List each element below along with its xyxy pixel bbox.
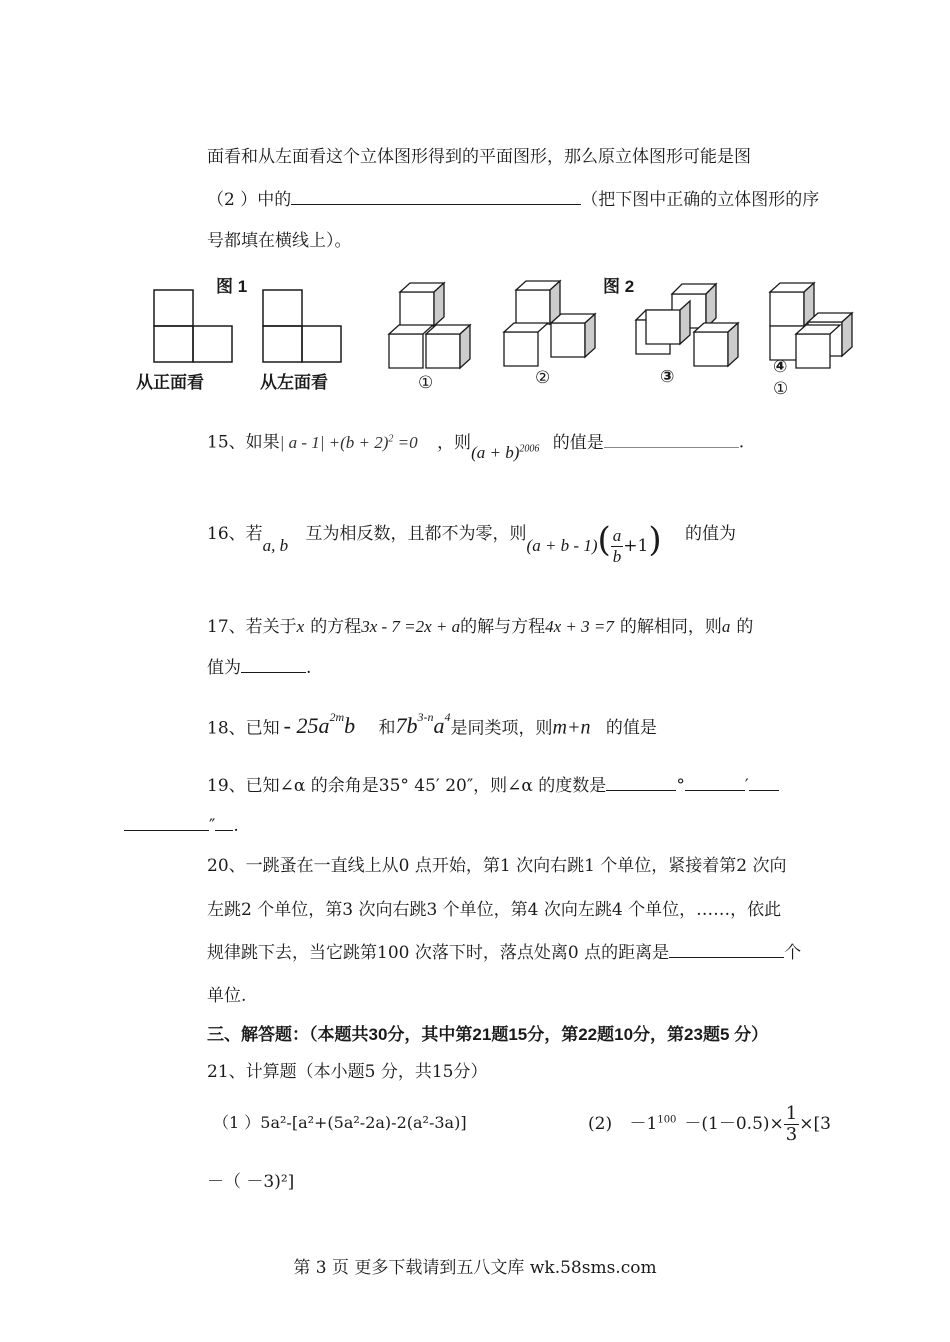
q17-t1: 的方程 (310, 617, 362, 637)
solid-3 (636, 284, 738, 366)
q21-p2-num: 1 (785, 1103, 798, 1124)
answer-blank-19-min[interactable] (685, 776, 745, 791)
q16-fraction (611, 526, 624, 567)
q17-t3: 的解相同，则 (619, 617, 722, 637)
solid-number-4: ④ (773, 357, 788, 376)
q16-frac-num: a (612, 526, 622, 545)
q15-mid: ，则 (437, 432, 472, 453)
q16-paren-close: ) (648, 520, 662, 560)
q18-and: 和 (378, 718, 396, 739)
answer-blank-19-sec[interactable] (124, 816, 209, 831)
q17-x: x (296, 617, 305, 636)
q15-eq: | a - 1| +(b + 2) (279, 432, 389, 452)
answer-blank-17[interactable] (241, 658, 306, 673)
question-21-title: 21、计算题（本小题5 分，共15分） (207, 1062, 488, 1082)
q18-term2 (395, 710, 451, 739)
q18-term1 (283, 710, 356, 739)
question-18 (207, 710, 657, 739)
q17-eq2: 4x + 3 =7 (545, 617, 614, 636)
q21-p2-fraction (784, 1104, 799, 1145)
fig2-label: 图 2 (603, 277, 635, 296)
question-20-line4: 单位. (207, 986, 247, 1006)
q18-pre: 18、已知 (207, 718, 280, 739)
answer-blank-19-sec2[interactable] (215, 816, 233, 831)
solid-number-4b: ① (773, 379, 789, 399)
q17-t4: 的 (736, 617, 754, 637)
solid-2 (504, 281, 595, 366)
q17-l2: 值为 (207, 658, 241, 678)
q21-p2-label: (2) (588, 1114, 613, 1134)
q15-pre: 15、如果 (207, 432, 280, 453)
q15-equation (280, 433, 418, 452)
q16-plus1: +1 (623, 536, 649, 556)
question-21-part1 (213, 1112, 467, 1134)
fig1-label: 图 1 (216, 277, 248, 296)
q15-expr-exp: 2006 (519, 443, 540, 454)
q18-term1-b: b (344, 713, 356, 739)
q16-expr: (a + b - 1) (526, 536, 598, 555)
q16-paren-open: ( (597, 520, 611, 560)
solid-number-1: ① (418, 373, 434, 393)
question-16 (207, 514, 736, 570)
text-line-3: 号都填在横线上）。 (207, 231, 352, 251)
q20-l3-post: 个 (784, 943, 802, 963)
q21-p2-den: 3 (785, 1124, 798, 1145)
line2-pre: （2 ）中的 (207, 190, 292, 210)
q20-l3-pre: 规律跳下去，当它跳第100 次落下时，落点处离0 点的距离是 (207, 943, 670, 963)
q17-a: a (721, 617, 731, 636)
question-17-line2 (207, 657, 311, 679)
q17-pre: 17、若关于 (207, 617, 297, 637)
line2-post: （把下图中正确的立体图形的序 (581, 190, 820, 210)
q18-mn: m+n (552, 716, 591, 739)
text-line-1: 面看和从左面看这个立体图形得到的平面图形，那么原立体图形可能是图 (207, 147, 751, 167)
answer-blank-15[interactable] (604, 433, 739, 448)
answer-blank-20[interactable] (669, 943, 784, 958)
question-17-line1 (207, 616, 753, 638)
question-20-line1: 20、一跳蚤在一直线上从0 点开始，第1 次向右跳1 个单位，紧接着第2 次向 (207, 856, 787, 876)
q18-term2-aexp: 4 (444, 710, 451, 724)
q16-frac-den: b (612, 547, 622, 566)
question-21-part2-line2: －（ －3)²] (207, 1172, 295, 1192)
q19-sec: ″ (209, 816, 216, 836)
q17-end: . (306, 658, 312, 678)
q15-end: . (738, 432, 745, 453)
solid-1 (389, 283, 470, 368)
q18-post: 的值是 (605, 718, 657, 739)
q16-post: 的值为 (685, 524, 737, 544)
left-view-shape (263, 290, 341, 362)
q17-t2: 的解与方程 (460, 617, 546, 637)
q15-eq-tail: =0 (393, 432, 418, 452)
q18-term1-exp: 2m (329, 710, 345, 724)
text-line-2 (207, 189, 819, 211)
question-20-line3 (207, 942, 801, 964)
solid-number-2: ② (535, 368, 551, 388)
q15-post: 的值是 (552, 432, 604, 453)
q21-p1-expr: 5a²-[a²+(5a²-2a)-2(a²-3a)] (260, 1113, 467, 1132)
question-19-line2 (124, 815, 239, 837)
front-view-shape (154, 290, 232, 362)
q18-term1-base: - 25a (283, 713, 330, 739)
question-20-line2: 左跳2 个单位，第3 次向右跳3 个单位，第4 次向左跳4 个单位，……，依此 (207, 900, 782, 920)
q16-vars: a, b (262, 536, 289, 555)
front-view-label: 从正面看 (136, 373, 204, 392)
q15-expr: (a + b) (471, 442, 520, 462)
q18-term2-exp: 3-n (417, 710, 434, 724)
q16-mid: 互为相反数，且都不为零，则 (305, 524, 527, 544)
solid-number-3: ③ (660, 367, 675, 386)
q17-eq1: 3x - 7 =2x + a (361, 617, 461, 636)
question-19-line1 (207, 775, 779, 797)
answer-blank-19-deg[interactable] (606, 776, 676, 791)
q18-term2-base: 7b (395, 713, 418, 739)
q21-p2-b: －(1－0.5)× (684, 1114, 784, 1134)
q18-term2-a: a (433, 713, 445, 739)
q19-min: ′ (744, 776, 749, 796)
q19-end: . (233, 816, 239, 836)
q21-p2-exp: 100 (657, 1114, 677, 1126)
q15-eq-exp: 2 (388, 433, 394, 444)
q21-p2-a: －1 (629, 1114, 658, 1134)
q16-pre: 16、若 (207, 524, 263, 544)
q18-mid: 是同类项，则 (450, 718, 553, 739)
answer-blank-19-tail[interactable] (749, 776, 779, 791)
q21-p2-c: ×[3 (799, 1114, 831, 1134)
left-view-label: 从左面看 (260, 373, 328, 392)
question-21-part2 (588, 1104, 831, 1148)
answer-blank-14[interactable] (291, 190, 581, 205)
q19-text: 19、已知∠α 的余角是35° 45′ 20″，则∠α 的度数是 (207, 776, 607, 796)
question-15 (207, 428, 745, 462)
q15-expression (471, 443, 539, 462)
page-footer: 第 3 页 更多下载请到五八文库 wk.58sms.com (293, 1258, 657, 1278)
section-3-heading: 三、解答题：（本题共30分，其中第21题15分，第22题10分，第23题5 分） (207, 1025, 769, 1044)
q21-p1-label: （1 ） (213, 1113, 261, 1132)
q19-deg: ° (676, 776, 685, 796)
